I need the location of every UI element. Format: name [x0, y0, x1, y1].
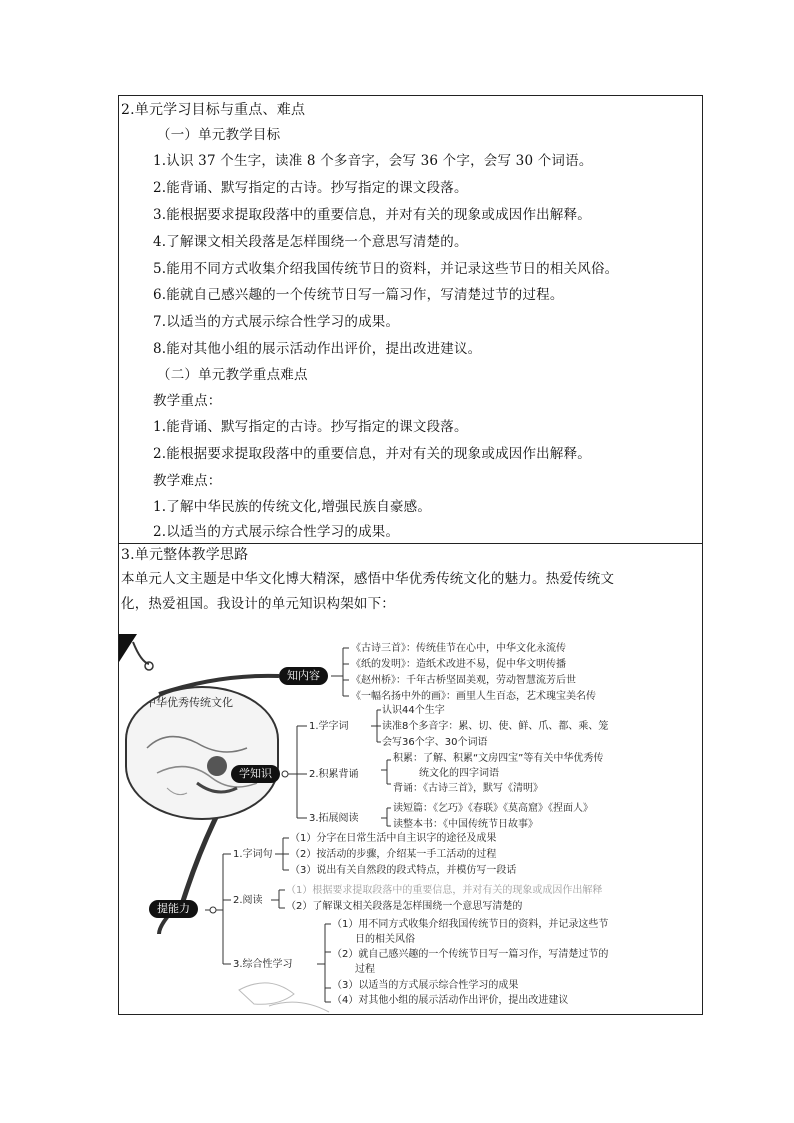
goal-item: 2.能背诵、默写指定的古诗。抄写指定的课文段落。	[153, 180, 468, 196]
key-point: 2.能根据要求提取段落中的重要信息，并对有关的现象或成因作出解释。	[153, 446, 591, 462]
branch-item: （2）就自己感兴趣的一个传统节日写一篇习作，写清楚过节的	[332, 949, 609, 960]
focus-title: （二）单元教学重点难点	[157, 367, 308, 383]
branch-item: （1）用不同方式收集介绍我国传统节日的资料，并记录这些节	[332, 919, 609, 930]
content-item: 《古诗三首》：传统佳节在心中，中华文化永流传	[351, 643, 566, 654]
goal-item: 6.能就自己感兴趣的一个传统节日写一篇习作，写清楚过节的过程。	[153, 287, 564, 303]
branch-item: （3）说出有关自然段的段式特点，并模仿写一段话	[290, 865, 517, 876]
difficult-point: 1.了解中华民族的传统文化,增强民族自豪感。	[153, 499, 432, 515]
branch-item: 读短篇：《乞巧》《春联》《莫高窟》《捏面人》	[393, 803, 593, 814]
goal-item: 3.能根据要求提取段落中的重要信息，并对有关的现象或成因作出解释。	[153, 207, 591, 223]
goals-title: （一）单元教学目标	[157, 127, 281, 143]
goal-item: 7.以适当的方式展示综合性学习的成果。	[153, 314, 400, 330]
goal-item: 1.认识 37 个生字，读准 8 个多音字，会写 36 个字，会写 30 个词语。	[153, 153, 593, 169]
branch-item: 读整本书：《中国传统节日故事》	[393, 819, 538, 830]
content-item: 《一幅名扬中外的画》：画里人生百态，艺术瑰宝美名传	[351, 691, 596, 702]
intro-line: 本单元人文主题是中华文化博大精深，感悟中华优秀传统文化的魅力。热爱传统文	[121, 571, 615, 587]
branch-item: 日的相关风俗	[355, 934, 415, 945]
intro-line: 化，热爱祖国。我设计的单元知识构架如下：	[121, 596, 395, 612]
key-point: 1.能背诵、默写指定的古诗。抄写指定的课文段落。	[153, 419, 468, 435]
branch-item: 会写36个字、30个词语	[382, 737, 488, 748]
branch-item: （3）以适当的方式展示综合性学习的成果	[332, 980, 519, 991]
branch-label: 1.字词句	[233, 849, 273, 860]
plan-table	[118, 95, 703, 1015]
branch-item: 背诵：《古诗三首》，默写《清明》	[393, 783, 543, 794]
branch-label: 3.综合性学习	[233, 959, 293, 970]
branch-item: 过程	[355, 964, 375, 975]
center-illustration	[125, 686, 279, 820]
branch-item: （2）按活动的步骤，介绍某一手工活动的过程	[290, 849, 497, 860]
badge-xue-zhi-shi: 学知识	[231, 765, 280, 783]
branch-item: 统文化的四字词语	[419, 768, 499, 779]
badge-zhi-nei-rong: 知内容	[279, 667, 328, 685]
section2-cell	[119, 96, 702, 543]
content-item: 《纸的发明》：造纸术改进不易，促中华文明传播	[351, 659, 566, 670]
difficult-label: 教学难点：	[153, 473, 222, 489]
knowledge-mindmap	[119, 634, 702, 1014]
branch-item: 认识44个生字	[382, 705, 445, 716]
branch-label: 2.积累背诵	[309, 769, 359, 780]
dragon-illustration-icon	[127, 688, 277, 818]
center-title: 中华优秀传统文化	[145, 696, 233, 709]
branch-item: 积累：了解、积累“文房四宝”等有关中华优秀传	[393, 753, 604, 764]
branch-label: 2.阅读	[233, 895, 263, 906]
branch-item: 读准8个多音字：累、切、使、鲜、爪、都、乘、笼	[382, 721, 609, 732]
branch-item: （4）对其他小组的展示活动作出评价，提出改进建议	[332, 995, 569, 1006]
branch-item: （1）根据要求提取段落中的重要信息，并对有关的现象或成因作出解释	[286, 885, 603, 896]
content-item: 《赵州桥》：千年古桥坚固美观，劳动智慧流芳后世	[351, 675, 576, 686]
branch-label: 1.学字词	[309, 721, 349, 732]
badge-ti-neng-li: 提能力	[149, 900, 198, 918]
goal-item: 4.了解课文相关段落是怎样围绕一个意思写清楚的。	[153, 234, 468, 250]
branch-item: （1）分字在日常生活中自主识字的途径及成果	[290, 833, 497, 844]
goal-item: 5.能用不同方式收集介绍我国传统节日的资料，并记录这些节日的相关风俗。	[153, 261, 619, 277]
goal-item: 8.能对其他小组的展示活动作出评价，提出改进建议。	[153, 341, 482, 357]
difficult-point: 2.以适当的方式展示综合性学习的成果。	[153, 524, 400, 540]
section2-heading: 2.单元学习目标与重点、难点	[121, 102, 306, 118]
section3-heading: 3.单元整体教学思路	[121, 547, 249, 563]
key-label: 教学重点：	[153, 393, 222, 409]
branch-item: （2）了解课文相关段落是怎样围绕一个意思写清楚的	[286, 901, 523, 912]
branch-label: 3.拓展阅读	[309, 813, 359, 824]
